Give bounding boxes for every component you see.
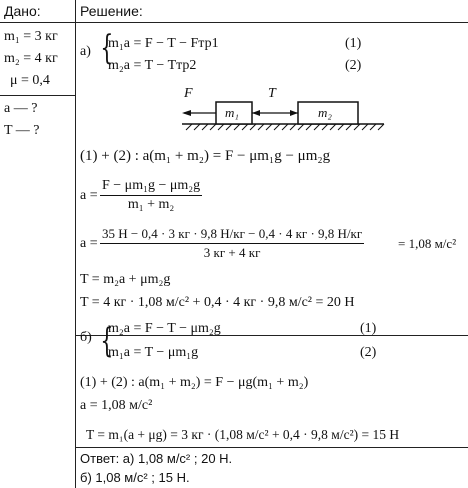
- block-m1-label: m₁: [225, 105, 239, 120]
- system-brace-b: {: [100, 321, 114, 361]
- force-diagram: [178, 84, 388, 140]
- a-formula-lhs: a =: [80, 188, 98, 203]
- part-b-eq2-num: (2): [360, 345, 377, 360]
- part-b-eq1-num: (1): [360, 321, 377, 336]
- a-calc-fraction: [100, 226, 364, 261]
- answer-divider: [75, 447, 468, 448]
- solution-header: Решение:: [80, 3, 143, 19]
- part-a-label: а): [80, 44, 91, 59]
- column-divider: [75, 0, 76, 488]
- a-calc-numerator: 35 Н − 0,4 · 3 кг · 9,8 Н/кг − 0,4 · 4 кг · 9,8 Н/кг: [100, 226, 364, 244]
- given-m2: m₂ = 4 кг: [4, 51, 58, 66]
- given-m1: m₁ = 3 кг: [4, 29, 58, 44]
- block-m2-label: m₂: [318, 105, 332, 120]
- given-header: Дано:: [4, 3, 41, 19]
- part-a-eq1: m₁a = F − T − Fтр1: [108, 36, 219, 51]
- a-calc-lhs: a =: [80, 236, 98, 251]
- part-a-eq1-num: (1): [345, 36, 362, 51]
- T-calc-b: T = m₁(a + μg) = 3 кг · (1,08 м/с² + 0,4 · 9,8 м/с²) = 15 Н: [86, 427, 400, 442]
- part-b-eq1: m₂a = F − T − μm₂g: [108, 321, 221, 336]
- part-a-eq2: m₂a = T − Tтр2: [108, 58, 197, 73]
- given-mu: μ = 0,4: [10, 73, 50, 88]
- a-calc-denominator: 3 кг + 4 кг: [203, 245, 261, 260]
- a-calc-result: = 1,08 м/с²: [398, 236, 457, 251]
- answer-b: б) 1,08 м/с² ; 15 Н.: [80, 470, 190, 485]
- sum-equation-b: (1) + (2) : a(m₁ + m₂) = F − μg(m₁ + m₂): [80, 375, 309, 390]
- a-formula-denominator: m₁ + m₂: [127, 197, 175, 212]
- unknown-T: T — ?: [4, 123, 40, 138]
- header-divider: [0, 22, 468, 23]
- unknown-a: a — ?: [4, 101, 38, 116]
- force-F-label: F⃗: [184, 86, 204, 101]
- T-calc: T = 4 кг · 1,08 м/с² + 0,4 · 4 кг · 9,8 м/с² = 20 Н: [80, 295, 355, 310]
- sum-equation-a: (1) + (2) : a(m₁ + m₂) = F − μm₁g − μm₂g: [80, 148, 331, 164]
- T-formula: T = m₂a + μm₂g: [80, 272, 171, 287]
- force-T-label: T⃗: [268, 86, 287, 101]
- answer-a: Ответ: а) 1,08 м/с² ; 20 Н.: [80, 451, 233, 466]
- part-b-label: б): [80, 330, 92, 345]
- a-formula-numerator: F − μm₁g − μm₂g: [100, 178, 202, 196]
- part-a-eq2-num: (2): [345, 58, 362, 73]
- system-brace-a: {: [100, 28, 114, 68]
- given-divider: [0, 95, 75, 96]
- a-result-b: a = 1,08 м/с²: [80, 398, 153, 413]
- part-b-eq2: m₁a = T − μm₁g: [108, 345, 199, 360]
- a-formula-fraction: [100, 178, 202, 213]
